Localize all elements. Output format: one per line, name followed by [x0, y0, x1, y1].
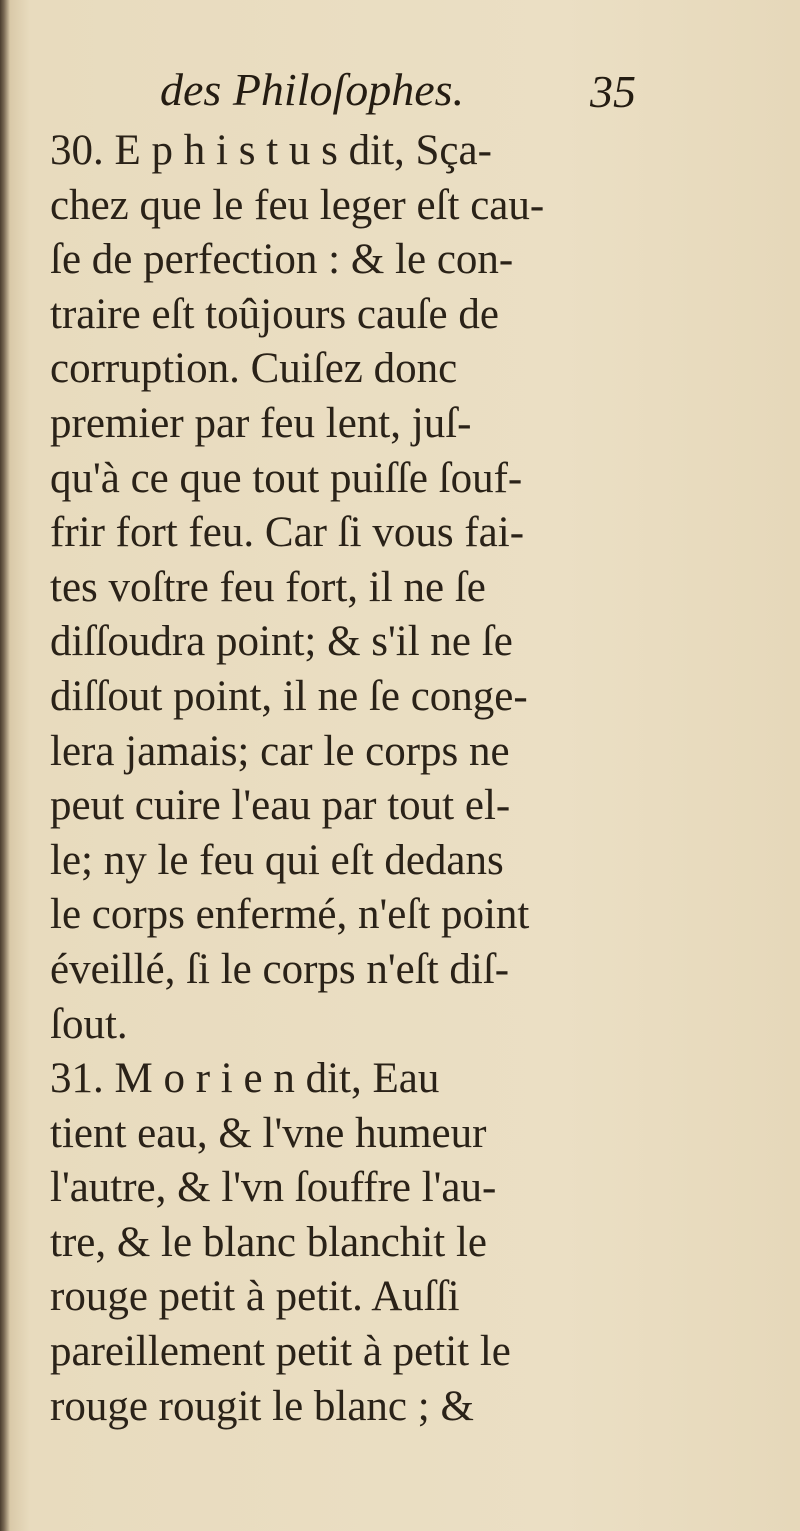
text-line: éveillé, ſi le corps n'eſt diſ- — [50, 945, 510, 993]
text-line: traire eſt toûjours cauſe de — [50, 290, 499, 338]
text-line: ſout. — [50, 1000, 128, 1048]
text-line: 30. E p h i s t u s dit, Sça- — [50, 127, 492, 174]
body-text — [50, 124, 650, 1434]
text-line: le corps enfermé, n'eſt point — [50, 891, 530, 939]
text-line: l'autre, & l'vn ſouffre l'au- — [50, 1164, 497, 1212]
page-header — [0, 62, 800, 122]
text-line: diſſout point, il ne ſe conge- — [50, 672, 528, 720]
text-line: 31. M o r i e n dit, Eau — [50, 1055, 440, 1103]
text-line: tre, & le blanc blanchit le — [50, 1218, 487, 1266]
text-line: premier par feu lent, juſ- — [50, 399, 472, 447]
text-line: le; ny le feu qui eſt dedans — [50, 836, 504, 884]
running-title: des Philoſophes. — [160, 64, 465, 115]
text-line: frir fort feu. Car ſi vous fai- — [50, 509, 525, 557]
text-line: ſe de perfection : & le con- — [50, 236, 514, 284]
text-line: tes voſtre feu fort, il ne ſe — [50, 563, 486, 611]
text-line: qu'à ce que tout puiſſe ſouf- — [50, 454, 523, 502]
text-line: chez que le feu leger eſt cau- — [50, 181, 545, 229]
text-line: rouge petit à petit. Auſſi — [50, 1273, 460, 1321]
text-line: diſſoudra point; & s'il ne ſe — [50, 618, 513, 666]
text-line: pareillement petit à petit le — [50, 1328, 511, 1376]
text-line: rouge rougit le blanc ; & — [50, 1382, 474, 1430]
text-line: lera jamais; car le corps ne — [50, 727, 510, 775]
text-line: tient eau, & l'vne humeur — [50, 1109, 487, 1157]
text-line: corruption. Cuiſez donc — [50, 345, 458, 393]
page-number: 35 — [590, 66, 636, 117]
text-line: peut cuire l'eau par tout el- — [50, 782, 511, 830]
